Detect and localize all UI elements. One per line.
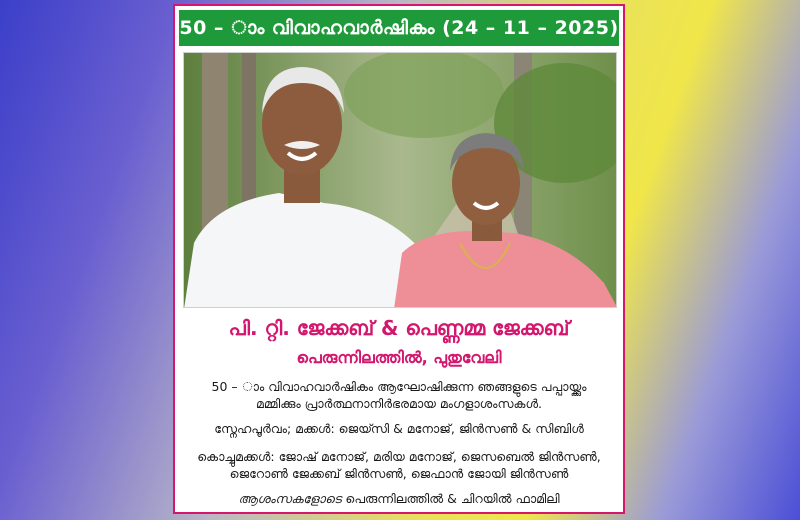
- greeting-line: [185, 490, 613, 507]
- grandchildren-line-1: കൊച്ചുമക്കൾ: ജോഷ് മനോജ്, മരിയ മനോജ്, ജെസബെൽ ജിൻസൺ,: [197, 449, 601, 464]
- children-line: സ്നേഹപൂർവം; മക്കൾ: ജെയ്സി & മനോജ്, ജിൻസൺ & സിബിൾ: [214, 421, 584, 436]
- greeting-italic: ആശംസകളോടെ: [238, 491, 342, 506]
- couple-photo-illustration: [184, 53, 617, 308]
- message-line-1: 50 – ാം വിവാഹവാർഷികം ആഘോഷിക്കുന്ന ഞങ്ങളുടെ പപ്പായ്ക്കും: [211, 379, 587, 394]
- couple-names: പി. റ്റി. ജേക്കബ് & പെണ്ണമ്മ ജേക്കബ്: [228, 316, 570, 340]
- message-line-2: മമ്മിക്കും പ്രാർത്ഥനാനിർഭരമായ മംഗളാശംസകൾ.: [256, 396, 542, 411]
- banner-title: 50 – ാം വിവാഹവാർഷികം (24 – 11 – 2025): [179, 17, 619, 39]
- couple-photo: [183, 52, 617, 308]
- anniversary-banner: [179, 10, 619, 46]
- greeting-family: പെരുന്നിലത്തിൽ & ചിറയിൽ ഫാമിലി: [341, 491, 560, 506]
- grandchildren-line-2: ജെറോൺ ജേക്കബ് ജിൻസൺ, ജെഫാൻ ജോയി ജിൻസൺ: [229, 466, 569, 481]
- family-address: പെരുന്നിലത്തിൽ, പുതുവേലി: [296, 348, 502, 367]
- anniversary-card: [173, 4, 625, 514]
